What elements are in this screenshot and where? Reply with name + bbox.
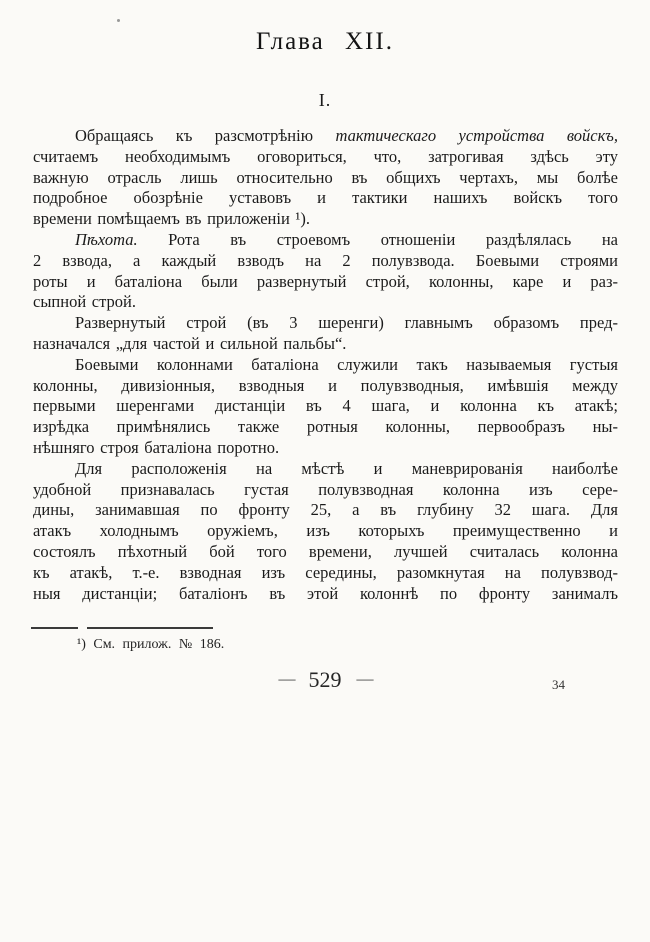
- text-line: [33, 147, 618, 168]
- text-segment: состоялъ пѣхотный бой того времени, лучшей считалась колонна: [33, 541, 618, 561]
- text-line: [33, 313, 618, 334]
- text-segment: изрѣдка примѣнялись также ротныя колонны, первообразъ ны-: [33, 417, 618, 437]
- text-segment: времени помѣщаемъ въ приложеніи ¹).: [33, 209, 310, 229]
- text-segment: назначался „для частой и сильной пальбы“.: [33, 333, 347, 353]
- section-heading: I.: [318, 90, 332, 110]
- text-line: [33, 292, 618, 313]
- text-line: [33, 209, 618, 230]
- text-segment: роты и баталіона были развернутый строй, колонны, каре и раз-: [33, 271, 618, 291]
- body-text: [33, 126, 618, 604]
- text-segment: считаемъ необходимымъ оговориться, что, затрогивая здѣсь эту: [33, 146, 618, 166]
- text-line: [33, 188, 618, 209]
- text-segment: удобной признавалась густая полувзводная колонна изъ сере-: [33, 479, 618, 499]
- signature-number: 34: [552, 677, 565, 692]
- text-line: [33, 459, 618, 480]
- text-segment: подробное обозрѣніе уставовъ и тактики нашихъ войскъ того: [33, 188, 618, 208]
- text-line: [33, 251, 618, 272]
- text-line: [33, 376, 618, 397]
- text-segment: Развернутый строй (въ 3 шеренги) главнымъ образомъ пред-: [75, 313, 618, 333]
- text-line: [33, 272, 618, 293]
- chapter-title: Глава XII.: [256, 28, 394, 55]
- footnote: ¹) См. прилож. № 186.: [77, 637, 225, 652]
- page-number-dash-left: —: [278, 669, 294, 688]
- italic-text-segment: тактическаго устройства войскъ,: [335, 126, 619, 145]
- text-line: [33, 168, 618, 189]
- text-segment: колонны, дивизіонныя, взводныя и полувзводныя, имѣвшія между: [33, 375, 618, 395]
- page-number: 529: [308, 667, 342, 692]
- text-segment: нѣшняго строя баталіона поротно.: [33, 437, 280, 457]
- footnote-separator-segment: [87, 627, 213, 629]
- text-line: [33, 584, 618, 605]
- text-segment: къ атакѣ, т.-е. взводная изъ середины, разомкнутая на полувзвод-: [33, 562, 618, 582]
- text-segment: Для расположенія на мѣстѣ и маневрированія наиболѣе: [75, 458, 618, 478]
- text-segment: сыпной строй.: [33, 292, 136, 312]
- text-line: [33, 355, 618, 376]
- italic-text-segment: Пѣхота.: [75, 229, 138, 249]
- text-segment: атакъ холоднымъ оружіемъ, изъ которыхъ преимущественно и: [33, 521, 618, 541]
- text-line: [33, 438, 618, 459]
- text-line: [33, 542, 618, 563]
- text-segment: ныя дистанціи; баталіонъ въ этой колоннѣ по фронту занималъ: [33, 583, 618, 603]
- text-segment: дины, занимавшая по фронту 25, а въ глубину 32 шага. Для: [33, 500, 618, 520]
- text-line: [33, 480, 618, 501]
- text-segment: важную отрасль лишь относительно въ общихъ чертахъ, мы болѣе: [33, 167, 618, 187]
- text-segment: 2 взвода, а каждый взводъ на 2 полувзвода. Боевыми строями: [33, 250, 618, 270]
- footnote-separator-segment: [31, 627, 78, 629]
- text-line: [33, 126, 618, 147]
- text-line: [33, 500, 618, 521]
- text-line: [33, 230, 618, 251]
- text-line: [33, 396, 618, 417]
- page-number-dash-right: —: [356, 669, 372, 688]
- text-line: [33, 334, 618, 355]
- text-line: [33, 521, 618, 542]
- text-line: [33, 563, 618, 584]
- text-segment: первыми шеренгами дистанціи въ 4 шага, и колонна къ атакѣ;: [33, 396, 618, 416]
- scan-speck: [117, 19, 120, 22]
- text-line: [33, 417, 618, 438]
- text-segment: Рота въ строевомъ отношеніи раздѣлялась на: [137, 229, 618, 249]
- text-segment: Боевыми колоннами баталіона служили такъ называемыя густыя: [75, 354, 618, 374]
- text-segment: Обращаясь къ разсмотрѣнію: [75, 126, 336, 145]
- footnote-separator: [31, 627, 213, 629]
